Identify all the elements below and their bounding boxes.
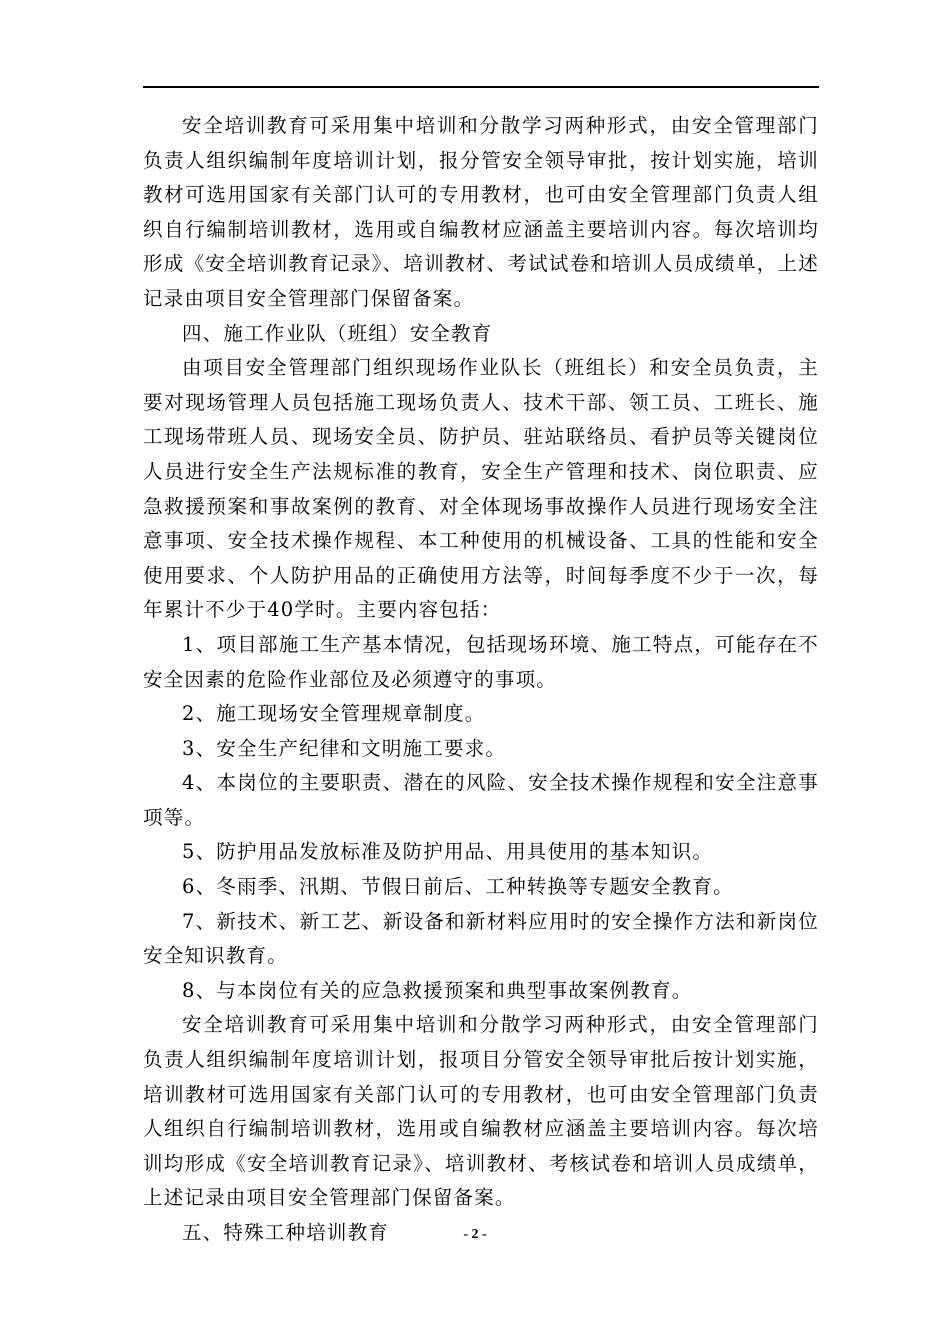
list-item-8: 8、与本岗位有关的应急救援预案和典型事故案例教育。 (182, 978, 693, 1002)
list-item-3: 3、安全生产纪律和文明施工要求。 (182, 736, 507, 760)
page-number: - 2 - (463, 1227, 487, 1242)
section-heading-special-trades: 五、特殊工种培训教育 (182, 1221, 390, 1244)
document-body (143, 109, 819, 1251)
list-item-5: 5、防护用品发放标准及防护用品、用具使用的基本知识。 (182, 840, 714, 864)
list-item-7: 7、新技术、新工艺、新设备和新材料应用时的安全操作方法和新岗位安全知识教育。 (143, 909, 819, 968)
paragraph-team-education: 由项目安全管理部门组织现场作业队长（班组长）和安全员负责，主要对现场管理人员包括施工现场负责人、技术干部、领工员、工班长、施工现场带班人员、现场安全员、防护员、驻站联络员、看护员等关键岗位人员进行安全生产法规标准的教育，安全生产管理和技术、岗位职责、应急救援预案和事故案例的教育、对全体现场事故操作人员进行现场安全注意事项、安全技术操作规程、本工种使用的机械设备、工具的性能和安全使用要求、个人防护用品的正确使用方法等，时间每季度不少于一次，每年累计不少于40学时。主要内容包括： (143, 356, 819, 622)
list-item-6: 6、冬雨季、汛期、节假日前后、工种转换等专题安全教育。 (182, 875, 734, 899)
list-item-1: 1、项目部施工生产基本情况，包括现场环境、施工特点，可能存在不安全因素的危险作业部位及必须遵守的事项。 (143, 632, 819, 691)
paragraph-training-forms: 安全培训教育可采用集中培训和分散学习两种形式，由安全管理部门负责人组织编制年度培训计划，报分管安全领导审批，按计划实施，培训教材可选用国家有关部门认可的专用教材，也可由安全管理部门负责人组织自行编制培训教材，选用或自编教材应涵盖主要培训内容。每次培训均形成《安全培训教育记录》、培训教材、考试试卷和培训人员成绩单，上述记录由项目安全管理部门保留备案。 (143, 114, 819, 310)
list-item-4: 4、本岗位的主要职责、潜在的风险、安全技术操作规程和安全注意事项等。 (143, 771, 819, 829)
section-heading-team-education: 四、施工作业队（班组）安全教育 (182, 321, 493, 345)
list-item-2: 2、施工现场安全管理规章制度。 (182, 702, 486, 726)
header-rule (143, 86, 819, 88)
paragraph-training-forms-project: 安全培训教育可采用集中培训和分散学习两种形式，由安全管理部门负责人组织编制年度培训计划，报项目分管安全领导审批后按计划实施，培训教材可选用国家有关部门认可的专用教材，也可由安全管理部门负责人组织自行编制培训教材，选用或自编教材应涵盖主要培训内容。每次培训均形成《安全培训教育记录》、培训教材、考核试卷和培训人员成绩单，上述记录由项目安全管理部门保留备案。 (143, 1013, 819, 1210)
